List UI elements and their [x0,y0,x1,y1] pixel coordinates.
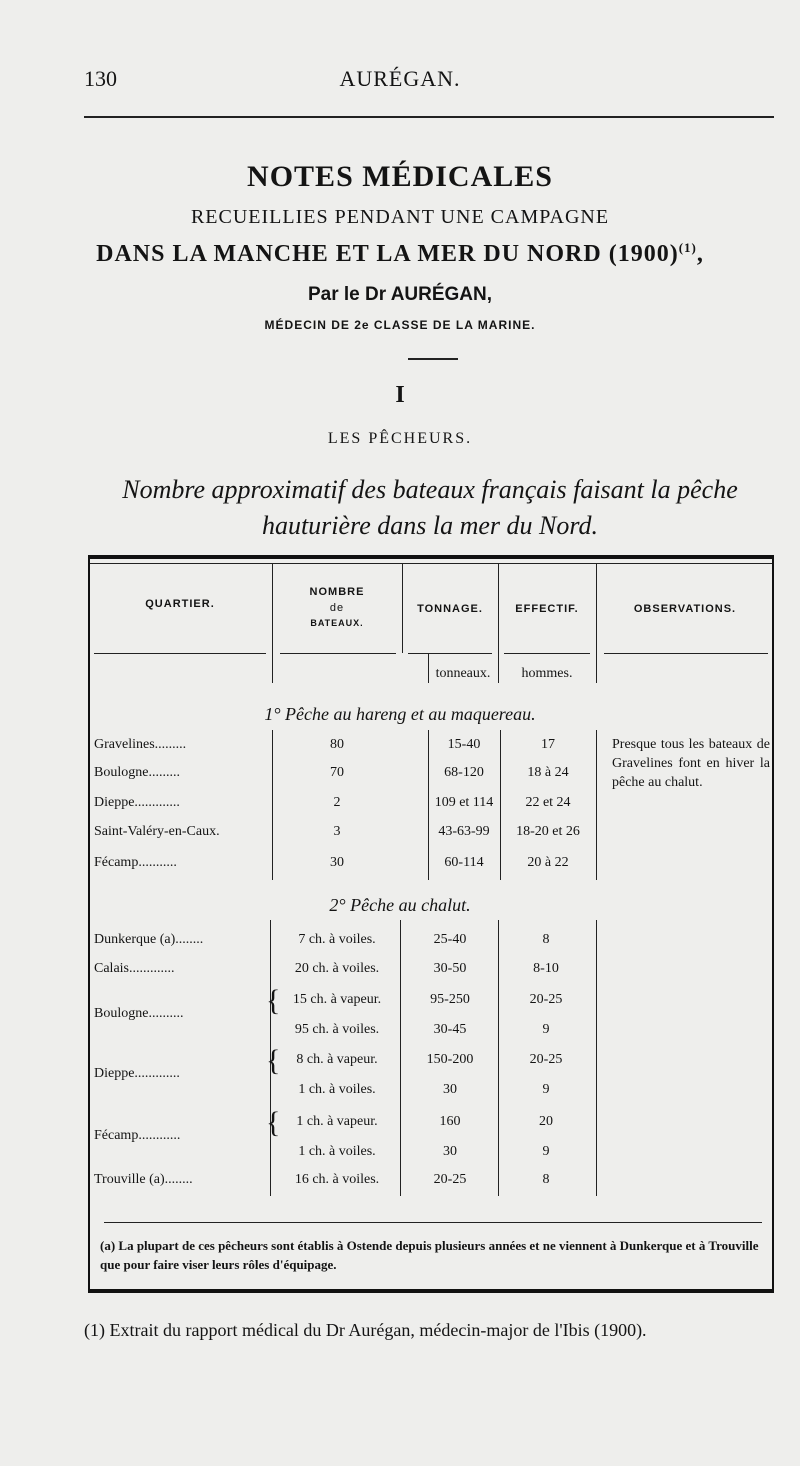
s1-row3-effectif: 22 et 24 [525,795,571,810]
header-effectif: EFFECTIF. [515,603,579,615]
s2-row8-tonnage: 30 [443,1144,457,1159]
article-subtitle-line1: RECUEILLIES PENDANT UNE CAMPAGNE [190,206,610,228]
subsection-title-chalut: 2° Pêche au chalut. [329,895,471,915]
s2-row5-effectif: 20-25 [529,1052,563,1067]
author-byline: Par le Dr AURÉGAN, [307,284,493,305]
s2-row3-tonnage: 95-250 [430,992,470,1007]
subtitle2-comma: , [696,241,704,267]
header-nombre-2: de [329,602,345,614]
section-title: LES PÊCHEURS. [327,430,473,447]
s1-row1-nombre: 80 [330,737,344,752]
header-rule-n [280,653,396,654]
running-head: AURÉGAN. [339,66,461,91]
s2-row1-quartier: Dunkerque (a)........ [94,932,204,947]
header-tonnage: TONNAGE. [417,603,483,615]
s2-row9-nombre: 16 ch. à voiles. [294,1172,380,1187]
s2-boulogne-quartier: Boulogne.......... [94,1006,184,1021]
brace-boulogne: { [266,984,281,1017]
s1-row2-nombre: 70 [330,765,344,780]
header-nombre-1: NOMBRE [309,586,365,598]
s1-row2-effectif: 18 à 24 [527,765,569,780]
table-footnote-rule [104,1222,762,1223]
article-subtitle-line2 [0,240,800,268]
header-rule-t [408,653,492,654]
s1-row3-nombre: 2 [333,795,341,810]
s1-row3-quartier: Dieppe............. [94,795,180,810]
s1-row5-quartier: Fécamp........... [94,855,177,870]
s2-row9-effectif: 8 [542,1172,550,1187]
col-sep-4-s1 [596,730,597,880]
header-quartier: QUARTIER. [145,598,215,610]
page-footnote: (1) Extrait du rapport médical du Dr Aurégan, médecin-major de l'Ibis (1900). [84,1320,647,1340]
observation-gravelines: Presque tous les bateaux de Gravelines font en hiver la pêche au chalut. [612,737,770,790]
s2-row2-tonnage: 30-50 [433,961,467,976]
s2-row4-nombre: 95 ch. à voiles. [294,1022,380,1037]
unit-effectif: hommes. [521,666,573,681]
s1-row2-tonnage: 68-120 [444,765,484,780]
s2-row5-tonnage: 150-200 [426,1052,474,1067]
s2-row4-tonnage: 30-45 [433,1022,467,1037]
s2-row7-nombre: 1 ch. à vapeur. [296,1114,378,1129]
s2-row6-effectif: 9 [542,1082,550,1097]
table-top-inner-rule [90,563,772,564]
s2-row6-nombre: 1 ch. à voiles. [298,1082,376,1097]
header-observations: OBSERVATIONS. [633,603,737,615]
s2-row1-nombre: 7 ch. à voiles. [298,932,376,947]
col-sep-4-s2 [596,920,597,1196]
s1-row5-nombre: 30 [330,855,344,870]
s1-row1-tonnage: 15-40 [447,737,481,752]
s1-row1-effectif: 17 [541,737,555,752]
s1-row5-tonnage: 60-114 [444,855,484,870]
table-caption: Nombre approximatif des bateaux français faisant la pêche hauturière dans la mer du Nord. [122,475,738,540]
s2-row8-nombre: 1 ch. à voiles. [298,1144,376,1159]
s2-row7-tonnage: 160 [439,1114,461,1129]
s2-row9-quartier: Trouville (a)........ [94,1172,193,1187]
header-rule [84,116,774,118]
s2-row3-effectif: 20-25 [529,992,563,1007]
s2-row4-effectif: 9 [542,1022,550,1037]
s2-row3-nombre: 15 ch. à vapeur. [292,992,382,1007]
s1-row3-tonnage: 109 et 114 [434,795,494,810]
s2-row2-quartier: Calais............. [94,961,175,976]
s2-row1-effectif: 8 [542,932,550,947]
subsection-title-hareng: 1° Pêche au hareng et au maquereau. [264,704,536,724]
s1-row1-quartier: Gravelines......... [94,737,187,752]
s2-dieppe-quartier: Dieppe............. [94,1066,180,1081]
article-title: NOTES MÉDICALES [247,160,553,193]
subtitle2-text: DANS LA MANCHE ET LA MER DU NORD (1900) [96,241,679,267]
subtitle2-note-ref: (1) [678,240,697,255]
s2-row1-tonnage: 25-40 [433,932,467,947]
brace-dieppe: { [266,1044,281,1077]
col-sep-3-header [498,563,499,683]
header-rule-q [94,653,266,654]
brace-fecamp: { [266,1106,281,1139]
s2-row9-tonnage: 20-25 [433,1172,467,1187]
s1-row4-tonnage: 43-63-99 [438,824,490,839]
header-nombre-3: BATEAUX. [310,618,364,628]
s2-row5-nombre: 8 ch. à vapeur. [296,1052,378,1067]
s1-row4-effectif: 18-20 et 26 [516,824,580,839]
col-sep-4-header [596,563,597,683]
s1-row4-nombre: 3 [333,824,341,839]
s2-row8-effectif: 9 [542,1144,550,1159]
s1-row5-effectif: 20 à 22 [527,855,569,870]
s2-fecamp-quartier: Fécamp............ [94,1128,181,1143]
s2-row6-tonnage: 30 [443,1082,457,1097]
header-rule-o [604,653,768,654]
title-separator [408,358,458,360]
s1-row2-quartier: Boulogne......... [94,765,180,780]
unit-tonnage: tonneaux. [435,666,491,681]
page-number: 130 [84,66,117,91]
s2-row2-nombre: 20 ch. à voiles. [294,961,380,976]
section-number: I [395,382,405,408]
s2-row7-effectif: 20 [539,1114,553,1129]
table-footnote: (a) La plupart de ces pêcheurs sont établis à Ostende depuis plusieurs années et ne viennent à Dunkerque et à Trouville que pour faire viser leurs rôles d'équipage. [100,1238,759,1272]
s1-row4-quartier: Saint-Valéry-en-Caux. [94,824,220,839]
s2-row2-effectif: 8-10 [533,961,559,976]
header-rule-e [504,653,590,654]
author-rank: MÉDECIN DE 2e CLASSE DE LA MARINE. [264,318,536,332]
